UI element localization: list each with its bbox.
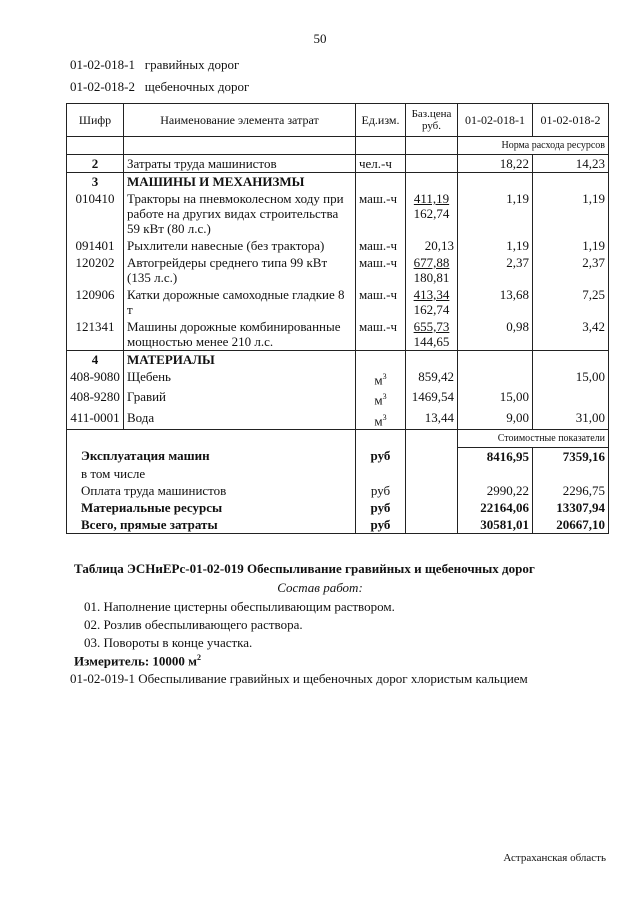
header-base-price: Баз.цена руб. xyxy=(406,104,458,137)
code-name: щебеночных дорог xyxy=(144,79,250,94)
code-name: гравийных дорог xyxy=(144,57,240,72)
labor-row xyxy=(67,155,609,173)
norm-row xyxy=(67,137,609,155)
labor-v2: 14,23 xyxy=(533,155,609,173)
cost-label: Стоимостные показатели xyxy=(458,429,609,447)
table-row: 120202 Автогрейдеры среднего типа 99 кВт (135 л.с.) маш.-ч 677,88 180,81 2,37 2,37 xyxy=(67,254,609,286)
section-row-machines: 3 МАШИНЫ И МЕХАНИЗМЫ xyxy=(67,173,609,191)
summary-row: в том числе xyxy=(67,465,609,482)
resource-table xyxy=(66,103,609,534)
labor-v1: 18,22 xyxy=(458,155,533,173)
work-item: 02. Розлив обеспыливающего раствора. xyxy=(84,617,303,632)
table-row: 010410 Тракторы на пневмоколесном ходу при работе на других видах строительства 59 кВт (80 л.с.) маш.-ч 411,19 162,74 1,19 1,19 xyxy=(67,190,609,237)
code: 01-02-018-1 xyxy=(70,57,135,72)
labor-code: 2 xyxy=(67,155,124,173)
table-header-row xyxy=(67,104,609,137)
footer-region: Астраханская область xyxy=(503,852,606,864)
header-col2: 01-02-018-2 xyxy=(533,104,609,137)
work-item: 03. Повороты в конце участка. xyxy=(84,635,253,650)
header-col1: 01-02-018-1 xyxy=(458,104,533,137)
table-row: 091401 Рыхлители навесные (без трактора) маш.-ч 20,13 1,19 1,19 xyxy=(67,237,609,254)
summary-row: Материальные ресурсы руб 22164,06 13307,94 xyxy=(67,499,609,516)
page-number: 50 xyxy=(313,31,327,46)
code-line-1 xyxy=(70,57,239,73)
table-title: Таблица ЭСНиЕРс-01-02-019 Обеспыливание гравийных и щебеночных дорог xyxy=(74,561,535,576)
section-row-materials: 4 МАТЕРИАЛЫ xyxy=(67,351,609,369)
labor-unit: чел.-ч xyxy=(356,155,406,173)
summary-row: Всего, прямые затраты руб 30581,01 20667,10 xyxy=(67,516,609,534)
code: 01-02-018-2 xyxy=(70,79,135,94)
table-row: 411-0001 Вода $м^3$ 13,44 9,00 31,00 xyxy=(67,409,609,430)
table-row: 121341 Машины дорожные комбинированные мощностью менее 210 л.с. маш.-ч 655,73 144,65 0,98 3,42 xyxy=(67,318,609,351)
labor-name: Затраты труда машинистов xyxy=(124,155,356,173)
header-code: Шифр xyxy=(67,104,124,137)
work-item: 01. Наполнение цистерны обеспыливающим раствором. xyxy=(84,599,395,614)
meter: Измеритель: 10000 $м^2$ xyxy=(74,653,202,669)
norm-label: Норма расхода ресурсов xyxy=(458,137,609,155)
header-name: Наименование элемента затрат xyxy=(124,104,356,137)
header-unit: Ед.изм. xyxy=(356,104,406,137)
norm-code-line: 01-02-019-1 Обеспыливание гравийных и щебеночных дорог хлористым кальцием xyxy=(70,671,528,686)
cost-label-row xyxy=(67,429,609,447)
summary-row: Оплата труда машинистов руб 2990,22 2296,75 xyxy=(67,482,609,499)
works-title: Состав работ: xyxy=(277,580,363,595)
table-row: 120906 Катки дорожные самоходные гладкие 8 т маш.-ч 413,34 162,74 13,68 7,25 xyxy=(67,286,609,318)
summary-row: Эксплуатация машин руб 8416,95 7359,16 xyxy=(67,447,609,465)
code-line-2 xyxy=(70,79,249,95)
table-row: 408-9080 Щебень $м^3$ 859,42 15,00 xyxy=(67,368,609,388)
table-row: 408-9280 Гравий $м^3$ 1469,54 15,00 xyxy=(67,388,609,408)
